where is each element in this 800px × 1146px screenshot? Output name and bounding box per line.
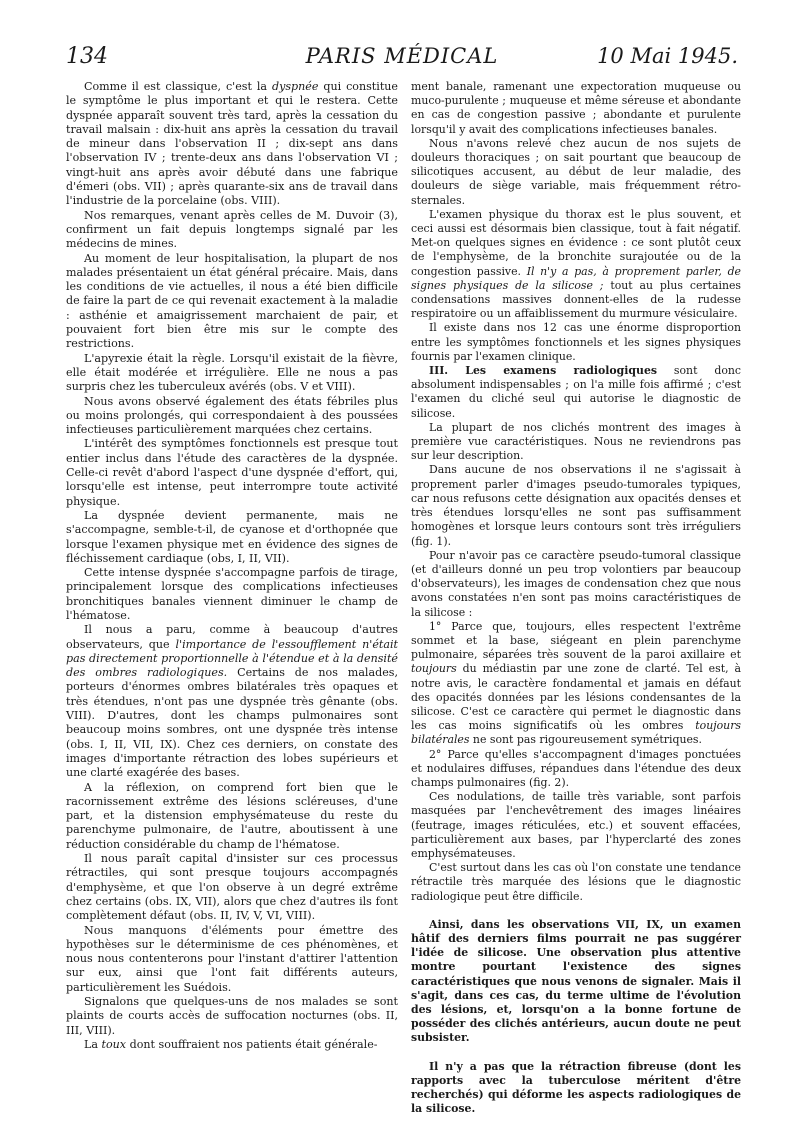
text-segment: Signalons que quelques-uns de nos malades se sont plaints de courts accès de suffocation nocturnes (obs. II, III, VIII).: [66, 995, 398, 1037]
paragraph: [411, 1060, 741, 1117]
text-segment: Nous n'avons relevé chez aucun de nos sujets de douleurs thoraciques ; on sait pourtant que beaucoup de silicotiques accusent, au début de leur maladie, des douleurs de siège variable, mais fréquemment rétro-sternales.: [411, 136, 741, 207]
text-segment: 1° Parce que, toujours, elles respectent l'extrême sommet et la base, siégeant en plein parenchyme pulmonaire, séparées très souvent de la paroi axillaire et: [411, 619, 741, 662]
paragraph: [411, 321, 741, 364]
paragraph: [66, 437, 398, 508]
paragraph: [66, 395, 398, 438]
paragraph: [411, 790, 741, 861]
paragraph: [411, 80, 741, 137]
paragraph: [411, 364, 741, 421]
paragraph: [411, 748, 741, 791]
italic-text: toujours bilatérales: [411, 719, 741, 747]
paragraph: [411, 137, 741, 208]
text-segment: L'apyrexie était la règle. Lorsqu'il existait de la fièvre, elle était modérée et irrégulière. Elle ne nous a pas surpris chez les tuberculeux avérés (obs. V et VIII).: [66, 351, 398, 394]
text-segment: Il n'y a pas que la rétraction fibreuse (dont les rapports avec la tuberculose méritent d'être recherchés) qui déforme les aspects radiologiques de la silicose.: [411, 1059, 741, 1116]
text-segment: Nos remarques, venant après celles de M. Duvoir (3), confirment un fait depuis longtemps signalé par les médecins de mines.: [66, 208, 398, 251]
text-segment: Il existe dans nos 12 cas une énorme disproportion entre les symptômes fonctionnels et les signes physiques fournis par l'examen clinique.: [411, 321, 741, 363]
text-segment: La plupart de nos clichés montrent des images à première vue caractéristiques. Nous ne reviendrons pas sur leur description.: [411, 420, 741, 463]
text-segment: Certains de nos malades, porteurs d'énormes ombres bilatérales très opaques et très étendues, n'ont pas une dyspnée très gênante (obs. VIII). D'autres, dont les champs pulmonaires sont beaucoup moins sombres, ont une dyspnée très intense (obs. I, II, VII, IX). Chez ces derniers, on constate des images d'importante rétraction des lobes supérieurs et une clarté exagérée des bases.: [66, 666, 398, 780]
paragraph: [411, 421, 741, 464]
paragraph: [66, 352, 398, 395]
paragraph: [66, 852, 398, 923]
paragraph: [66, 924, 398, 995]
text-segment: La: [84, 1037, 102, 1051]
text-segment: Au moment de leur hospitalisation, la plupart de nos malades présentaient un état général précaire. Mais, dans les conditions de vie actuelles, il nous a été bien difficile de faire la part de ce qui revenait exactement à la maladie : asthénie et amaigrissement marchaient de pair, et pouvaient fort bien être mis sur le compte des restrictions.: [66, 251, 398, 351]
paragraph: [411, 549, 741, 620]
text-segment: La dyspnée devient permanente, mais ne s'accompagne, semble-t-il, de cyanose et d'orthopnée que lorsque l'examen physique met en évidence des signes de fléchissement cardiaque (obs, I, II, VII).: [66, 508, 398, 565]
italic-text: dyspnée: [271, 80, 319, 93]
text-segment: Comme il est classique, c'est la: [84, 80, 272, 93]
text-segment: A la réflexion, on comprend fort bien que le racornissement extrême des lésions scléreuses, d'une part, et la distension emphysémateuse du reste du parenchyme pulmonaire, de l'autre, aboutissent à une réduction considérable du champ de l'hématose.: [66, 780, 398, 851]
text-segment: sont donc absolument indispensables ; on l'a mille fois affirmé ; c'est l'examen du cliché seul qui autorise le diagnostic de silicose.: [411, 364, 741, 420]
paragraph: [66, 80, 398, 209]
text-segment: tout au plus certaines condensations massives donnent-elles de la rudesse respiratoire ou un affaiblissement du murmure vésiculaire.: [411, 278, 741, 321]
text-segment: 2° Parce qu'elles s'accompagnent d'images ponctuées et nodulaires diffuses, répandues dans l'étendue des deux champs pulmonaires (fig. 2).: [411, 747, 741, 789]
text-segment: ne sont pas rigoureusement symétriques.: [469, 733, 702, 747]
paragraph: [66, 623, 398, 780]
text-segment: Dans aucune de nos observations il ne s'agissait à proprement parler d'images pseudo-tumorales typiques, car nous refusons cette désignation aux opacités denses et très étendues lorsqu'elles ne sont pas suffisamment homogènes et lorsque leurs contours sont très irréguliers (fig. 1).: [411, 463, 741, 548]
page-header: [66, 44, 738, 76]
text-segment: dont souffraient nos patients était générale-: [126, 1037, 378, 1051]
paragraph: [411, 463, 741, 548]
text-segment: C'est surtout dans les cas où l'on constate une tendance rétractile très marquée des lésions que le diagnostic radiologique peut être difficile.: [411, 861, 741, 903]
paragraph: [66, 509, 398, 566]
text-segment: L'examen physique du thorax est le plus souvent, et ceci aussi est désormais bien classique, tout à fait négatif. Met-on quelques signes en évidence : ce sont plutôt ceux de l'emphysème, de la bronchite surajoutée ou de la congestion passive.: [411, 207, 741, 278]
paragraph: [411, 208, 741, 322]
text-segment: Nous avons observé également des états fébriles plus ou moins prolongés, qui correspondaient à des poussées infectieuses particulièrement marquées chez certains.: [66, 394, 398, 437]
text-segment: L'intérêt des symptômes fonctionnels est presque tout entier inclus dans l'étude des caractères de la dyspnée. Celle-ci revêt d'abord l'aspect d'une dyspnée d'effort, qui, lorsqu'elle est intense, peut interrompre toute activité physique.: [66, 437, 398, 508]
paragraph: [66, 781, 398, 852]
text-segment: Il nous a paru, comme à beaucoup d'autres observateurs, que: [66, 623, 398, 651]
text-segment: Nous manquons d'éléments pour émettre des hypothèses sur le déterminisme de ces phénomènes, et nous nous contenterons pour l'instant d'attirer l'attention sur eux, ainsi que l'ont fait différents auteurs, particulièrement les Suédois.: [66, 923, 398, 994]
issue-date: 10 Mai 1945.: [597, 44, 738, 68]
text-segment: Il nous paraît capital d'insister sur ces processus rétractiles, qui sont presque toujours accompagnés d'emphysème, et que l'on observe à un degré extrême chez certains (obs. IX, VII), alors que chez d'autres ils font complètement défaut (obs. II, IV, V, VI, VIII).: [66, 852, 398, 923]
text-segment: du médiastin par une zone de clarté. Tel est, à notre avis, le caractère fondamental et jamais en défaut des opacités données par les lésions condensantes de la silicose. C'est ce caractère qui permet le diagnostic dans les cas moins significatifs où les ombres: [411, 662, 741, 733]
text-segment: Ces nodulations, de taille très variable, sont parfois masquées par l'enchevêtrement des images linéaires (feutrage, images réticulées, etc.) et souvent effacées, particulièrement aux bases, par l'hyperclarté des zones emphysémateuses.: [411, 790, 741, 860]
paragraph: [66, 1038, 398, 1052]
text-segment: Ainsi, dans les observations VII, IX, un examen hâtif des derniers films pourrait ne pas suggérer l'idée de silicose. Une observation plus attentive montre pourtant l'existence des signes caractéristiques que nous venons de signaler. Mais il s'agit, dans ces cas, du terme ultime de l'évolution des lésions, et, lorsqu'on a la bonne fortune de posséder des clichés antérieurs, aucun doute ne peut subsister.: [411, 917, 741, 1045]
paragraph: [411, 918, 741, 1046]
italic-text: Il n'y a pas, à proprement parler, de signes physiques de la silicose ;: [411, 264, 741, 292]
italic-text: toux: [101, 1037, 127, 1051]
italic-text: l'importance de l'essoufflement n'était pas directement proportionnelle à l'étendue et à la densité des ombres radiologiques.: [66, 637, 398, 680]
paragraph: [411, 620, 741, 748]
text-segment: Cette intense dyspnée s'accompagne parfois de tirage, principalement lorsque des complications infectieuses bronchitiques banales viennent diminuer le champ de l'hématose.: [66, 566, 398, 622]
right-column: [411, 80, 741, 1116]
paragraph-gap: [411, 1046, 741, 1060]
paragraph: [411, 861, 741, 904]
section-heading: III. Les examens radiologiques: [429, 364, 658, 378]
text-segment: qui constitue le symptôme le plus important et qui le restera. Cette dyspnée apparaît souvent très tard, après la cessation du travail malsain : dix-huit ans après la cessation du travail de mineur dans l'observation II ; dix-sept ans dans l'observation IV ; trente-deux ans dans l'observation VI ; vingt-huit ans après avoir débuté dans une fabrique d'émeri (obs. VII) ; après quarante-six ans de travail dans l'industrie de la porcelaine (obs. VIII).: [66, 80, 398, 208]
paragraph: [66, 209, 398, 252]
left-column: [66, 80, 398, 1052]
page-number: 134: [66, 44, 108, 69]
text-segment: ment banale, ramenant une expectoration muqueuse ou muco-purulente ; muqueuse et même séreuse et abondante en cas de congestion passive ; abondante et purulente lorsqu'il y avait des complications infectieuses banales.: [411, 80, 741, 136]
paragraph-gap: [411, 904, 741, 918]
paragraph: [66, 995, 398, 1038]
paragraph: [66, 252, 398, 352]
italic-text: toujours: [411, 662, 457, 676]
journal-title: PARIS MÉDICAL: [305, 44, 499, 68]
text-segment: Pour n'avoir pas ce caractère pseudo-tumoral classique (et d'ailleurs donné un peu trop volontiers par beaucoup d'observateurs), les images de condensation chez que nous avons constatées n'en sont pas moins caractéristiques de la silicose :: [411, 548, 741, 619]
paragraph: [66, 566, 398, 623]
